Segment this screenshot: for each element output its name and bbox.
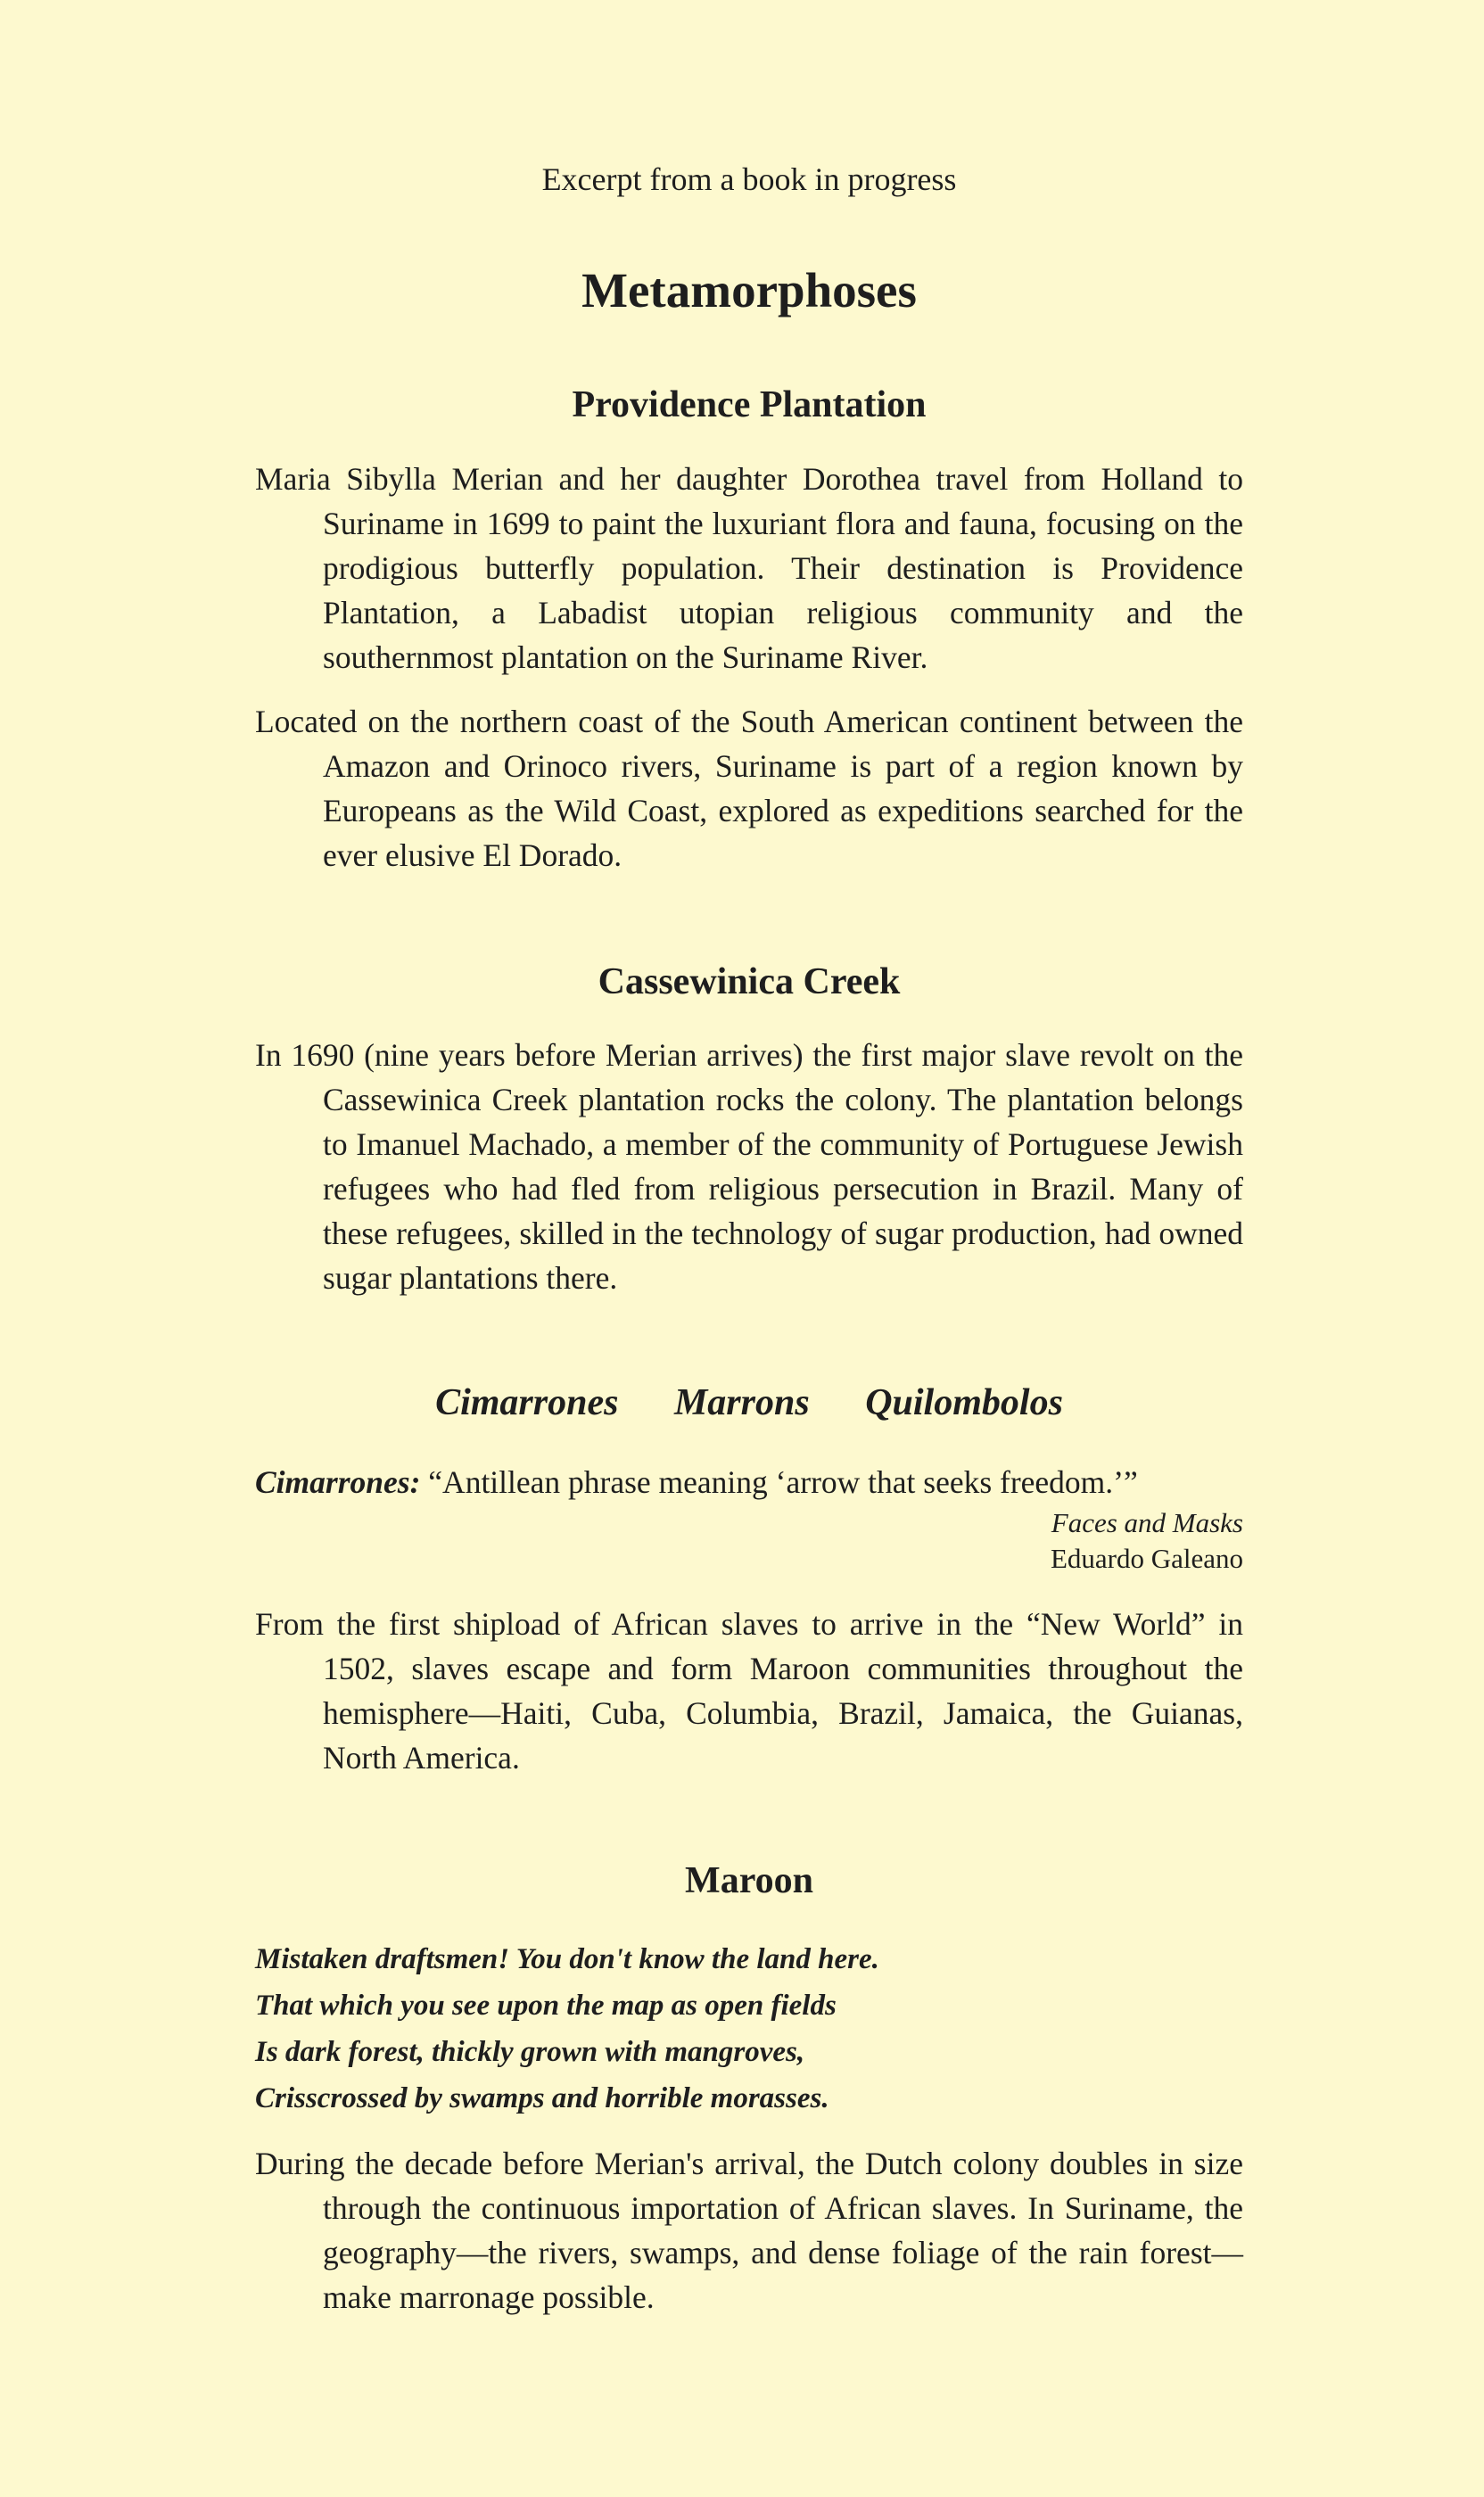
heading-maroon: Maroon [685,1860,813,1902]
document-title: Metamorphoses [581,263,917,318]
paragraph-providence-1: Maria Sibylla Merian and her daughter Dorothea travel from Holland to Suriname in 1699 to paint the luxuriant flora and fauna, focusing on the prodigious butterfly population. Their destination is Providence Plantation, a Labadist utopian religious community and the southernmost plantation on the Suriname River. [255,460,1243,675]
epigraph-term: Cimarrones: [255,1464,421,1501]
poem [255,1936,1243,2122]
paragraph-cimarrones-1: From the first shipload of African slaves to arrive in the “New World” in 1502, slaves escape and form Maroon communities throughout the hemisphere—Haiti, Cuba, Columbia, Brazil, Jamaica, the Guianas, North America. [255,1606,1243,1776]
paragraph-cassewinica-1: In 1690 (nine years before Merian arrives) the first major slave revolt on the Cassewinica Creek plantation rocks the colony. The plantation belongs to Imanuel Machado, a member of the community of Portuguese Jewish refugees who had fled from religious persecution in Brazil. Many of these refugees, skilled in the technology of sugar production, had owned sugar plantations there. [255,1036,1243,1296]
term-cimarrones: Cimarrones [435,1381,619,1423]
epigraph-source-title: Faces and Masks [1051,1507,1243,1539]
heading-cassewinica: Cassewinica Creek [598,960,901,1002]
epigraph-quote [255,1461,1243,1504]
paragraph-providence-2: Located on the northern coast of the South American continent between the Amazon and Orinoco rivers, Suriname is part of a region known by Europeans as the Wild Coast, explored as expeditions searched for the ever elusive El Dorado. [255,703,1243,873]
poem-line: Crisscrossed by swamps and horrible morasses. [255,2081,829,2114]
term-quilombolos: Quilombolos [865,1381,1063,1423]
kicker: Excerpt from a book in progress [541,161,957,197]
epigraph-text: “Antillean phrase meaning ‘arrow that seeks freedom.’” [428,1464,1138,1501]
document-page [255,161,1243,2320]
poem-line: Is dark forest, thickly grown with mangroves, [255,2035,805,2068]
poem-line: Mistaken draftsmen! You don't know the land here. [255,1942,879,1975]
heading-cimarrones-triad [255,1380,1243,1425]
paragraph-maroon-1: During the decade before Merian's arrival, the Dutch colony doubles in size through the continuous importation of African slaves. In Suriname, the geography—the rivers, swamps, and dense foliage of the rain forest—make marronage possible. [255,2145,1243,2315]
poem-line: That which you see upon the map as open fields [255,1989,837,2022]
term-marrons: Marrons [673,1381,810,1423]
heading-providence: Providence Plantation [572,384,927,426]
epigraph-source-author: Eduardo Galeano [1050,1543,1243,1575]
